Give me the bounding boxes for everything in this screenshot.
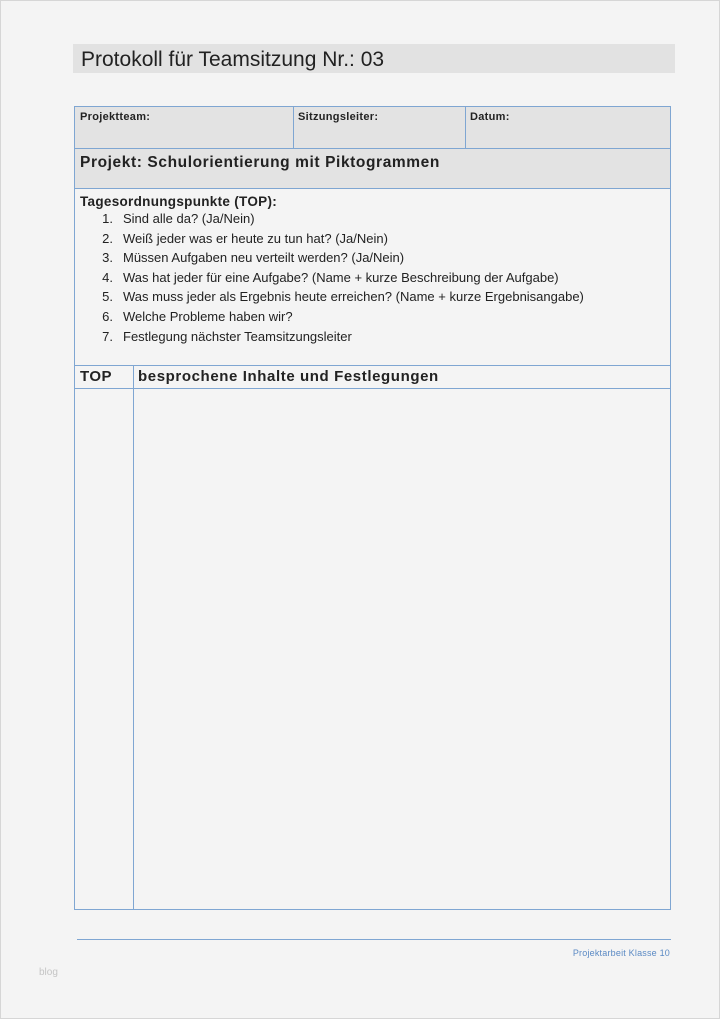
agenda-item-number: 6. [102,309,113,324]
watermark: blog [39,967,58,978]
agenda-item-text: Was hat jeder für eine Aufgabe? (Name + kurze Beschreibung der Aufgabe) [123,270,559,285]
agenda-item-text: Welche Probleme haben wir? [123,309,293,324]
agenda-item-number: 2. [102,231,113,246]
leader-field-label: Sitzungsleiter: [298,111,379,123]
agenda-section [75,189,670,366]
document-title: Protokoll für Teamsitzung Nr.: 03 [81,48,385,71]
content-column-header: besprochene Inhalte und Festlegungen [138,368,439,385]
agenda-item-text: Müssen Aufgaben neu verteilt werden? (Ja/Nein) [123,250,405,265]
protocol-form-table [74,106,671,910]
title-bar [73,44,675,73]
date-field-label: Datum: [470,111,510,123]
agenda-title: Tagesordnungspunkte (TOP): [80,194,278,209]
header-divider [293,107,294,148]
agenda-item-text: Festlegung nächster Teamsitzungsleiter [123,329,352,344]
project-label: Projekt: Schulorientierung mit Piktogrammen [80,154,440,171]
agenda-item-text: Weiß jeder was er heute zu tun hat? (Ja/Nein) [123,231,388,246]
header-fields-row [75,107,670,149]
team-field-label: Projektteam: [80,111,151,123]
agenda-item-text: Sind alle da? (Ja/Nein) [123,211,255,226]
minutes-header-row [75,366,670,389]
agenda-item-number: 4. [102,270,113,285]
agenda-item-number: 1. [102,211,113,226]
project-row [75,149,670,189]
agenda-item-text: Was muss jeder als Ergebnis heute erreichen? (Name + kurze Ergebnisangabe) [123,289,584,304]
agenda-item-number: 7. [102,329,113,344]
agenda-item-number: 5. [102,289,113,304]
minutes-content-area [134,389,670,909]
header-divider [465,107,466,148]
footer-text: Projektarbeit Klasse 10 [572,948,670,958]
top-column-header: TOP [80,368,113,385]
footer-rule [77,939,671,940]
agenda-item-number: 3. [102,250,113,265]
